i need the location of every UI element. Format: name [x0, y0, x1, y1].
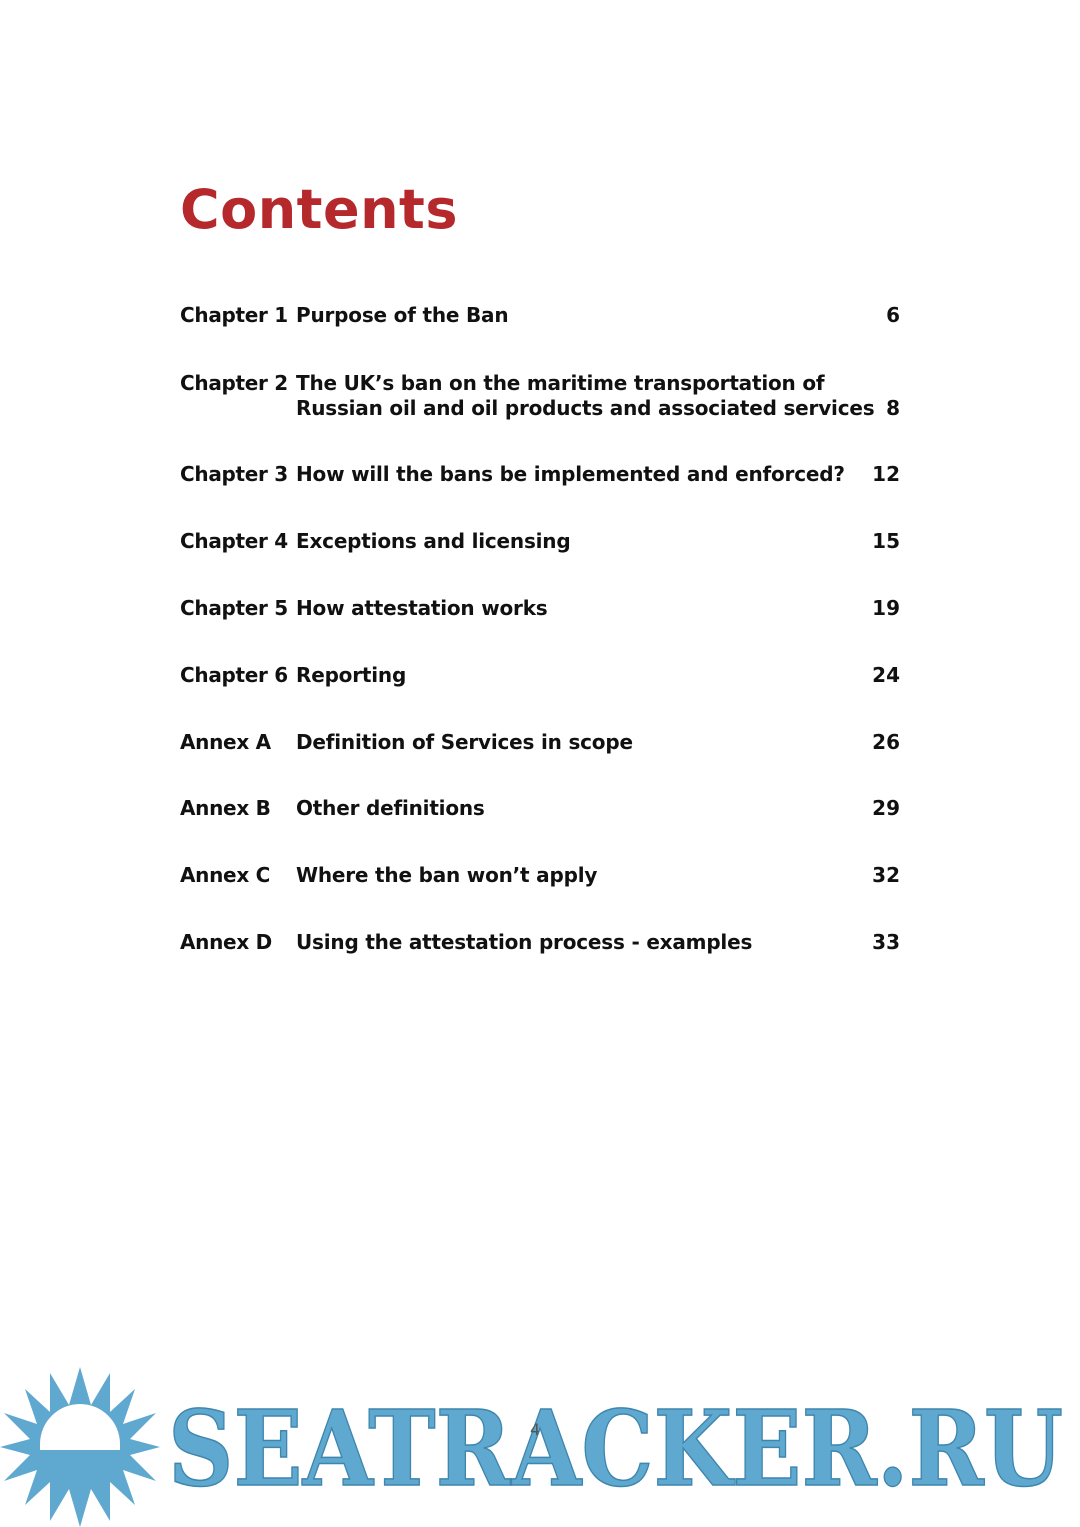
toc-entry-page: 29 — [872, 796, 900, 820]
toc-entry-title: Purpose of the Ban — [296, 303, 509, 327]
toc-entry-page: 32 — [872, 863, 900, 887]
toc-entry-label: Chapter 6 — [180, 663, 288, 687]
toc-entry-page: 26 — [872, 730, 900, 754]
toc-entry-label: Annex A — [180, 730, 271, 754]
toc-entry-label: Chapter 4 — [180, 529, 288, 553]
toc-entry-page: 19 — [872, 596, 900, 620]
watermark-logo — [0, 1365, 1080, 1527]
toc-entry-label: Chapter 5 — [180, 596, 288, 620]
page-number: 4 — [530, 1420, 541, 1439]
toc-entry-page: 6 — [886, 303, 900, 327]
toc-entry-title: The UK’s ban on the maritime transportation of Russian oil and oil products and associated services — [296, 371, 875, 420]
toc-entry-label: Annex D — [180, 930, 272, 954]
toc-entry-title: Where the ban won’t apply — [296, 863, 598, 887]
toc-entry-title: How will the bans be implemented and enforced? — [296, 462, 845, 486]
toc-entry-label: Annex B — [180, 796, 271, 820]
toc-entry-title: Exceptions and licensing — [296, 529, 571, 553]
toc-entry-page: 24 — [872, 663, 900, 687]
watermark-text: SEATRACKER.RU — [168, 1387, 1063, 1510]
toc-entry-label: Chapter 1 — [180, 303, 288, 327]
toc-entry-title: Definition of Services in scope — [296, 730, 633, 754]
toc-entry-title: Using the attestation process - examples — [296, 930, 753, 954]
toc-entry-title: Other definitions — [296, 796, 485, 820]
toc-entry-label: Chapter 2 — [180, 371, 288, 395]
toc-entry-page: 12 — [872, 462, 900, 486]
toc-entry-page: 33 — [872, 930, 900, 954]
toc-entry-title: How attestation works — [296, 596, 548, 620]
sunburst-icon — [0, 1367, 160, 1527]
page-title: Contents — [180, 178, 459, 241]
toc-entry-page: 15 — [872, 529, 900, 553]
toc-entry-label: Chapter 3 — [180, 462, 288, 486]
toc-entry-title: Reporting — [296, 663, 407, 687]
toc-entry-label: Annex C — [180, 863, 270, 887]
toc-entry-page: 8 — [886, 396, 900, 420]
